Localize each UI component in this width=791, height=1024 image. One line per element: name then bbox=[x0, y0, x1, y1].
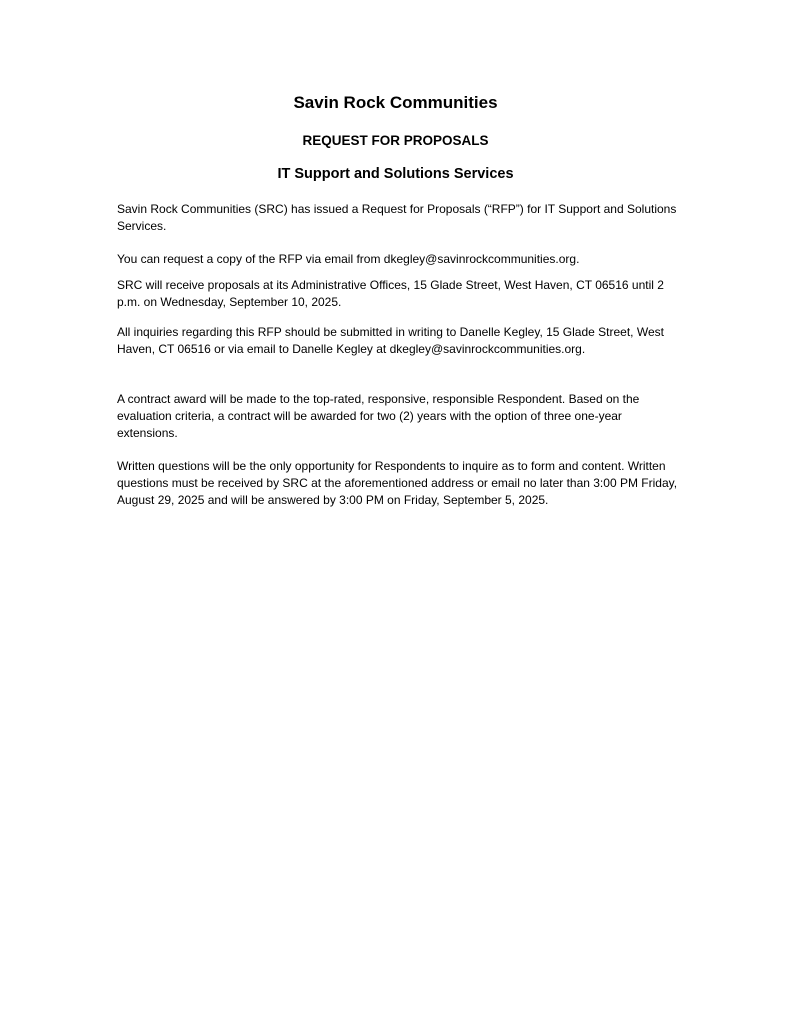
inquiries-paragraph: All inquiries regarding this RFP should be submitted in writing to Danelle Kegley, 15 Glade Street, West Haven, CT 06516 or via email to Danelle Kegley at dkegley@savinrockcommunities.org. bbox=[117, 325, 664, 356]
contract-award-paragraph: A contract award will be made to the top-rated, responsive, responsible Respondent. Based on the evaluation criteria, a contract will be awarded for two (2) years with the option of three one-year extensions. bbox=[117, 392, 640, 440]
written-questions-paragraph: Written questions will be the only opportunity for Respondents to inquire as to form and content. Written questions must be received by SRC at the aforementioned address or email no later than 3:00 PM Friday, August 29, 2025 and will be answered by 3:00 PM on Friday, September 5, 2025. bbox=[117, 459, 678, 507]
request-copy-paragraph: You can request a copy of the RFP via email from dkegley@savinrockcommunities.org. bbox=[117, 252, 580, 266]
submission-deadline-paragraph: SRC will receive proposals at its Administrative Offices, 15 Glade Street, West Haven, CT 06516 until 2 p.m. on Wednesday, September 10, 2025. bbox=[117, 278, 664, 309]
intro-paragraph: Savin Rock Communities (SRC) has issued a Request for Proposals (“RFP”) for IT Support and Solutions Services. bbox=[117, 202, 677, 233]
service-title: IT Support and Solutions Services bbox=[277, 166, 514, 182]
organization-title: Savin Rock Communities bbox=[293, 93, 498, 112]
rfp-heading: REQUEST FOR PROPOSALS bbox=[302, 133, 489, 148]
